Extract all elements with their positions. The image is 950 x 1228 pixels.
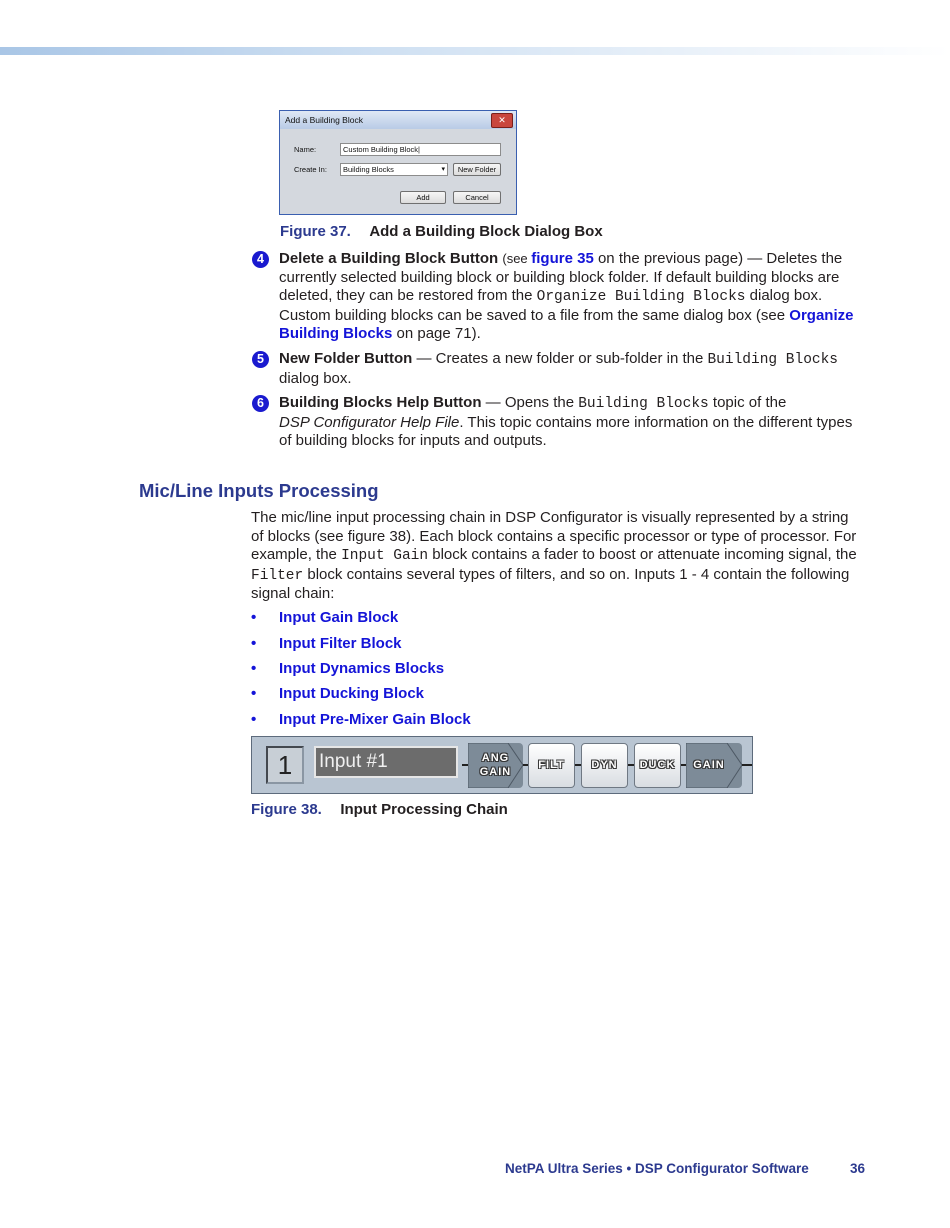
help-file-suffix: File — [431, 413, 460, 431]
code-text: Organize Building Blocks — [536, 289, 746, 306]
add-button[interactable]: Add — [400, 191, 446, 204]
figure-title: Add a Building Block Dialog Box — [369, 223, 603, 240]
gain-block-label: GAIN — [693, 759, 725, 771]
section-paragraph — [251, 509, 863, 604]
create-in-value: Building Blocks — [343, 165, 394, 174]
dynamics-block[interactable]: DYN — [581, 743, 628, 788]
figure-35-link[interactable]: figure 35 — [531, 250, 594, 267]
input-pre-mixer-gain-block-link[interactable]: Input Pre-Mixer Gain Block — [279, 711, 471, 728]
analog-gain-block[interactable] — [468, 743, 523, 788]
close-icon[interactable]: ✕ — [491, 113, 513, 128]
figure-38-caption — [251, 801, 508, 819]
code-text: Filter — [251, 567, 304, 584]
callout-4-icon: 4 — [252, 251, 269, 268]
section-heading: Mic/Line Inputs Processing — [139, 480, 379, 501]
dialog-title: Add a Building Block — [285, 115, 363, 125]
input-gain-block-link[interactable]: Input Gain Block — [279, 609, 399, 626]
bullet-icon: • — [251, 635, 257, 652]
dialog-titlebar — [280, 111, 516, 129]
code-text: Building Blocks — [578, 396, 709, 412]
add-building-block-dialog — [279, 110, 517, 215]
bullet-icon: • — [251, 685, 257, 702]
callout-5-icon: 5 — [252, 351, 269, 368]
bullet-icon: • — [251, 609, 257, 626]
see-text: (see — [502, 251, 532, 266]
help-file-name: DSP Configurator Help — [279, 413, 432, 431]
header-rule — [0, 47, 950, 55]
ducking-block[interactable]: DUCK — [634, 743, 681, 788]
body-text: block contains a fader to boost or attenuate incoming signal, the — [428, 546, 857, 564]
item-title: Building Blocks Help Button — [279, 394, 482, 411]
body-text: . This topic contains more information on the different types of building blocks for inputs and outputs. — [279, 413, 853, 450]
item-title: New Folder Button — [279, 350, 413, 367]
name-label: Name: — [294, 145, 317, 154]
analog-gain-label-2: GAIN — [479, 766, 512, 778]
input-name-field[interactable]: Input #1 — [314, 746, 458, 778]
code-text: Building Blocks — [707, 352, 839, 368]
name-input[interactable]: Custom Building Block| — [340, 143, 501, 156]
body-text: — Opens the — [481, 394, 579, 411]
item-title: Delete a Building Block Button — [279, 250, 499, 267]
body-text: on page 71). — [392, 325, 481, 343]
cancel-button[interactable]: Cancel — [453, 191, 501, 204]
item-4-description — [279, 250, 861, 344]
body-text: on the previous page) — Deletes the currently selected building block or building block folder. If default building blocks are deleted, they can be restored from the — [279, 250, 843, 305]
body-text: dialog box. Custom building blocks can be saved to a file from the same dialog box (see — [279, 287, 823, 324]
code-text: Input Gain — [341, 548, 429, 565]
footer-title: NetPA Ultra Series • DSP Configurator Software — [505, 1161, 809, 1176]
input-ducking-block-link[interactable]: Input Ducking Block — [279, 685, 425, 702]
body-text: block contains several types of filters, and so on. Inputs 1 - 4 contain the following signal chain: — [251, 565, 850, 603]
chevron-down-icon: ▾ — [441, 166, 445, 173]
item-5-description — [279, 350, 861, 388]
body-text: — Creates a new folder or sub-folder in the — [412, 350, 708, 367]
channel-number: 1 — [266, 746, 304, 784]
filter-block[interactable]: FILT — [528, 743, 575, 788]
body-text: The mic/line input processing chain in DSP Configurator is visually represented by a string of blocks (see figure 38). Each block contains a specific processor or type of processor. For example, the — [251, 509, 857, 564]
item-6-description — [279, 394, 861, 451]
figure-title: Input Processing Chain — [340, 801, 508, 818]
analog-gain-label-1: ANG — [481, 752, 510, 764]
new-folder-button[interactable]: New Folder — [453, 163, 501, 176]
figure-number: Figure 38. — [251, 801, 322, 818]
body-text: dialog box. — [279, 369, 352, 387]
create-in-label: Create In: — [294, 165, 327, 174]
body-text: topic of the — [708, 394, 787, 411]
input-dynamics-blocks-link[interactable]: Input Dynamics Blocks — [279, 660, 445, 677]
figure-37-caption — [280, 223, 603, 241]
bullet-icon: • — [251, 711, 257, 728]
bullet-icon: • — [251, 660, 257, 677]
input-filter-block-link[interactable]: Input Filter Block — [279, 635, 402, 652]
organize-building-blocks-link[interactable]: Organize Building Blocks — [279, 306, 854, 343]
input-processing-chain — [251, 736, 753, 794]
gain-block[interactable] — [686, 743, 742, 788]
create-in-dropdown[interactable] — [340, 163, 448, 176]
page-number: 36 — [850, 1161, 866, 1176]
figure-number: Figure 37. — [280, 223, 351, 240]
callout-6-icon: 6 — [252, 395, 269, 412]
